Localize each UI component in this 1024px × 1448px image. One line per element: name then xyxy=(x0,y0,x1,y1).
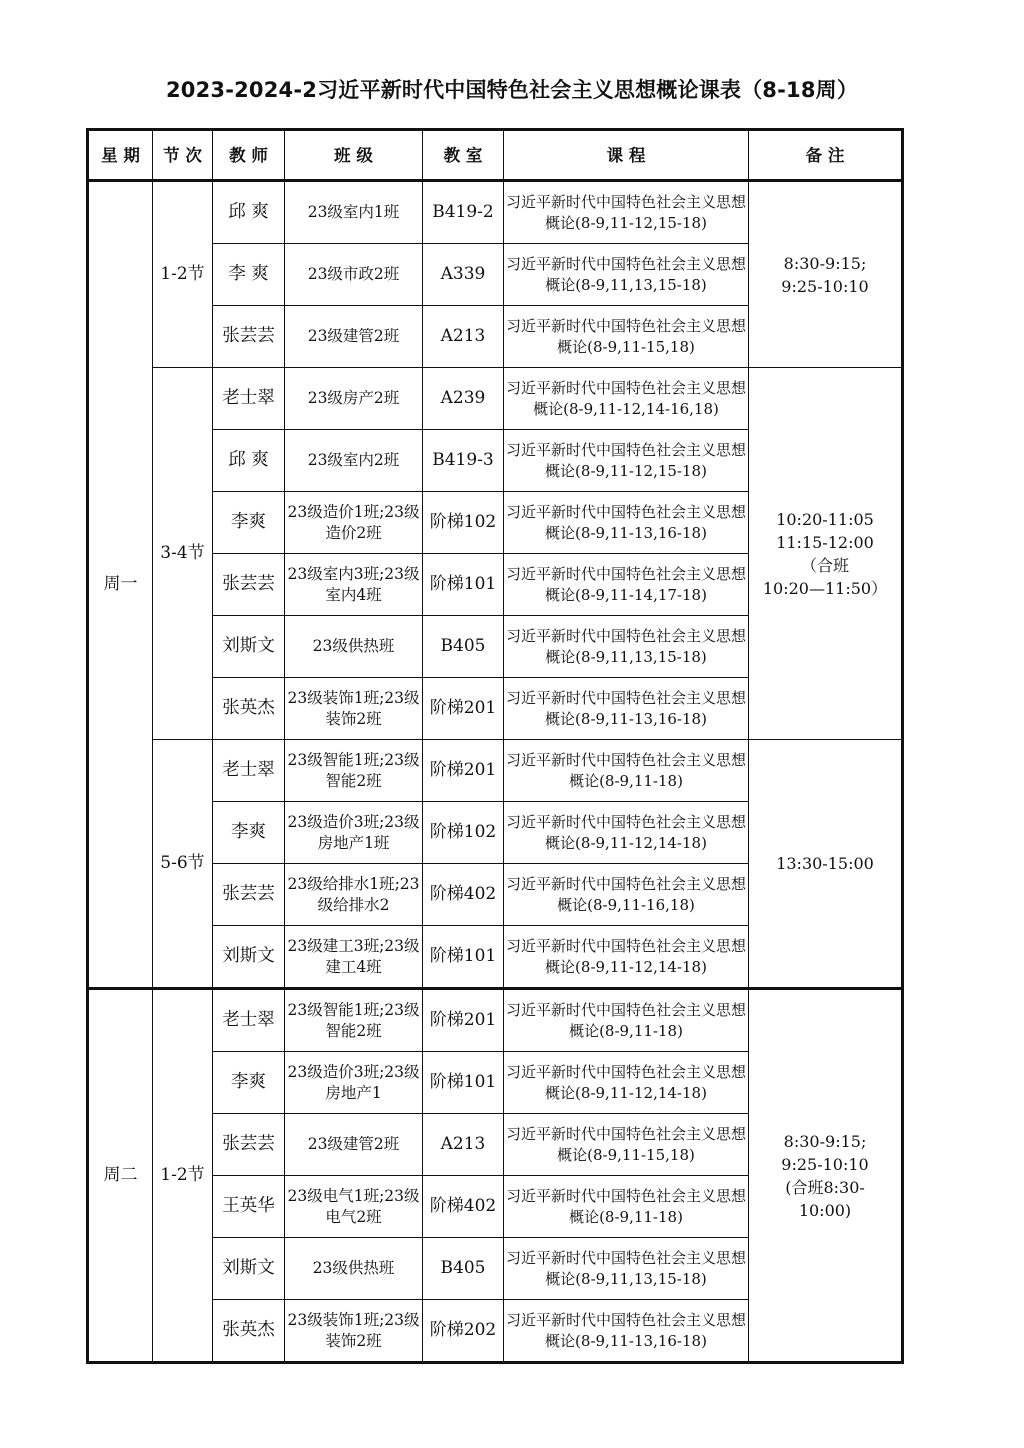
class-cell: 23级智能1班;23级智能2班 xyxy=(285,740,423,802)
teacher-cell: 刘斯文 xyxy=(213,926,285,989)
header-cell-day: 星 期 xyxy=(88,130,153,181)
room-cell: 阶梯101 xyxy=(423,926,504,989)
class-cell: 23级建管2班 xyxy=(285,1114,423,1176)
class-cell: 23级建管2班 xyxy=(285,306,423,368)
teacher-cell: 张芸芸 xyxy=(213,1114,285,1176)
class-cell: 23级房产2班 xyxy=(285,368,423,430)
schedule-body xyxy=(88,181,903,1363)
teacher-cell: 李爽 xyxy=(213,1052,285,1114)
room-cell: 阶梯101 xyxy=(423,554,504,616)
teacher-cell: 张芸芸 xyxy=(213,554,285,616)
class-cell: 23级建工3班;23级建工4班 xyxy=(285,926,423,989)
room-cell: B405 xyxy=(423,616,504,678)
table-row xyxy=(88,181,903,244)
course-cell: 习近平新时代中国特色社会主义思想概论(8-9,11-16,18) xyxy=(504,864,749,926)
teacher-cell: 老士翠 xyxy=(213,368,285,430)
day-cell: 周一 xyxy=(88,181,153,989)
note-cell: 13:30-15:00 xyxy=(749,740,903,989)
teacher-cell: 邱 爽 xyxy=(213,430,285,492)
table-row xyxy=(88,740,903,802)
room-cell: B419-2 xyxy=(423,181,504,244)
class-cell: 23级室内1班 xyxy=(285,181,423,244)
course-cell: 习近平新时代中国特色社会主义思想概论(8-9,11-12,14-18) xyxy=(504,1052,749,1114)
course-cell: 习近平新时代中国特色社会主义思想概论(8-9,11,13,15-18) xyxy=(504,244,749,306)
course-cell: 习近平新时代中国特色社会主义思想概论(8-9,11-18) xyxy=(504,740,749,802)
room-cell: B419-3 xyxy=(423,430,504,492)
teacher-cell: 张芸芸 xyxy=(213,306,285,368)
header-row xyxy=(88,130,903,181)
course-cell: 习近平新时代中国特色社会主义思想概论(8-9,11-13,16-18) xyxy=(504,492,749,554)
header-cell-course: 课 程 xyxy=(504,130,749,181)
room-cell: 阶梯402 xyxy=(423,1176,504,1238)
room-cell: 阶梯402 xyxy=(423,864,504,926)
room-cell: 阶梯201 xyxy=(423,678,504,740)
header-cell-note: 备 注 xyxy=(749,130,903,181)
period-cell: 5-6节 xyxy=(153,740,213,989)
header-cell-teacher: 教 师 xyxy=(213,130,285,181)
class-cell: 23级装饰1班;23级装饰2班 xyxy=(285,678,423,740)
course-cell: 习近平新时代中国特色社会主义思想概论(8-9,11-13,16-18) xyxy=(504,678,749,740)
course-cell: 习近平新时代中国特色社会主义思想概论(8-9,11-18) xyxy=(504,989,749,1052)
teacher-cell: 张英杰 xyxy=(213,678,285,740)
day-cell: 周二 xyxy=(88,989,153,1363)
course-cell: 习近平新时代中国特色社会主义思想概论(8-9,11-15,18) xyxy=(504,306,749,368)
header-cell-class: 班 级 xyxy=(285,130,423,181)
room-cell: 阶梯201 xyxy=(423,989,504,1052)
room-cell: A213 xyxy=(423,306,504,368)
room-cell: 阶梯202 xyxy=(423,1300,504,1363)
class-cell: 23级造价1班;23级造价2班 xyxy=(285,492,423,554)
course-cell: 习近平新时代中国特色社会主义思想概论(8-9,11,13,15-18) xyxy=(504,616,749,678)
course-cell: 习近平新时代中国特色社会主义思想概论(8-9,11-13,16-18) xyxy=(504,1300,749,1363)
period-cell: 3-4节 xyxy=(153,368,213,740)
teacher-cell: 李爽 xyxy=(213,802,285,864)
class-cell: 23级造价3班;23级房地产1 xyxy=(285,1052,423,1114)
teacher-cell: 李 爽 xyxy=(213,244,285,306)
class-cell: 23级智能1班;23级智能2班 xyxy=(285,989,423,1052)
teacher-cell: 刘斯文 xyxy=(213,616,285,678)
room-cell: 阶梯102 xyxy=(423,492,504,554)
teacher-cell: 王英华 xyxy=(213,1176,285,1238)
schedule-table xyxy=(86,128,904,1364)
teacher-cell: 刘斯文 xyxy=(213,1238,285,1300)
period-cell: 1-2节 xyxy=(153,181,213,368)
course-cell: 习近平新时代中国特色社会主义思想概论(8-9,11-12,14-18) xyxy=(504,926,749,989)
class-cell: 23级市政2班 xyxy=(285,244,423,306)
class-cell: 23级造价3班;23级房地产1班 xyxy=(285,802,423,864)
teacher-cell: 张芸芸 xyxy=(213,864,285,926)
teacher-cell: 老士翠 xyxy=(213,740,285,802)
course-cell: 习近平新时代中国特色社会主义思想概论(8-9,11-12,14-18) xyxy=(504,802,749,864)
class-cell: 23级供热班 xyxy=(285,616,423,678)
room-cell: B405 xyxy=(423,1238,504,1300)
course-cell: 习近平新时代中国特色社会主义思想概论(8-9,11-15,18) xyxy=(504,1114,749,1176)
table-row xyxy=(88,368,903,430)
period-cell: 1-2节 xyxy=(153,989,213,1363)
room-cell: A213 xyxy=(423,1114,504,1176)
course-cell: 习近平新时代中国特色社会主义思想概论(8-9,11-14,17-18) xyxy=(504,554,749,616)
table-row xyxy=(88,989,903,1052)
teacher-cell: 张英杰 xyxy=(213,1300,285,1363)
course-cell: 习近平新时代中国特色社会主义思想概论(8-9,11-12,14-16,18) xyxy=(504,368,749,430)
room-cell: 阶梯101 xyxy=(423,1052,504,1114)
class-cell: 23级给排水1班;23级给排水2 xyxy=(285,864,423,926)
course-cell: 习近平新时代中国特色社会主义思想概论(8-9,11-18) xyxy=(504,1176,749,1238)
note-cell: 10:20-11:05 11:15-12:00 （合班 10:20—11:50） xyxy=(749,368,903,740)
class-cell: 23级装饰1班;23级装饰2班 xyxy=(285,1300,423,1363)
room-cell: 阶梯201 xyxy=(423,740,504,802)
course-cell: 习近平新时代中国特色社会主义思想概论(8-9,11,13,15-18) xyxy=(504,1238,749,1300)
teacher-cell: 邱 爽 xyxy=(213,181,285,244)
header-cell-period: 节 次 xyxy=(153,130,213,181)
room-cell: A239 xyxy=(423,368,504,430)
class-cell: 23级电气1班;23级电气2班 xyxy=(285,1176,423,1238)
teacher-cell: 李爽 xyxy=(213,492,285,554)
header-cell-room: 教 室 xyxy=(423,130,504,181)
page-title: 2023-2024-2习近平新时代中国特色社会主义思想概论课表（8-18周） xyxy=(165,78,859,102)
room-cell: 阶梯102 xyxy=(423,802,504,864)
note-cell: 8:30-9:15; 9:25-10:10 xyxy=(749,181,903,368)
room-cell: A339 xyxy=(423,244,504,306)
teacher-cell: 老士翠 xyxy=(213,989,285,1052)
note-cell: 8:30-9:15; 9:25-10:10 (合班8:30- 10:00) xyxy=(749,989,903,1363)
class-cell: 23级室内3班;23级室内4班 xyxy=(285,554,423,616)
class-cell: 23级供热班 xyxy=(285,1238,423,1300)
course-cell: 习近平新时代中国特色社会主义思想概论(8-9,11-12,15-18) xyxy=(504,181,749,244)
course-cell: 习近平新时代中国特色社会主义思想概论(8-9,11-12,15-18) xyxy=(504,430,749,492)
class-cell: 23级室内2班 xyxy=(285,430,423,492)
